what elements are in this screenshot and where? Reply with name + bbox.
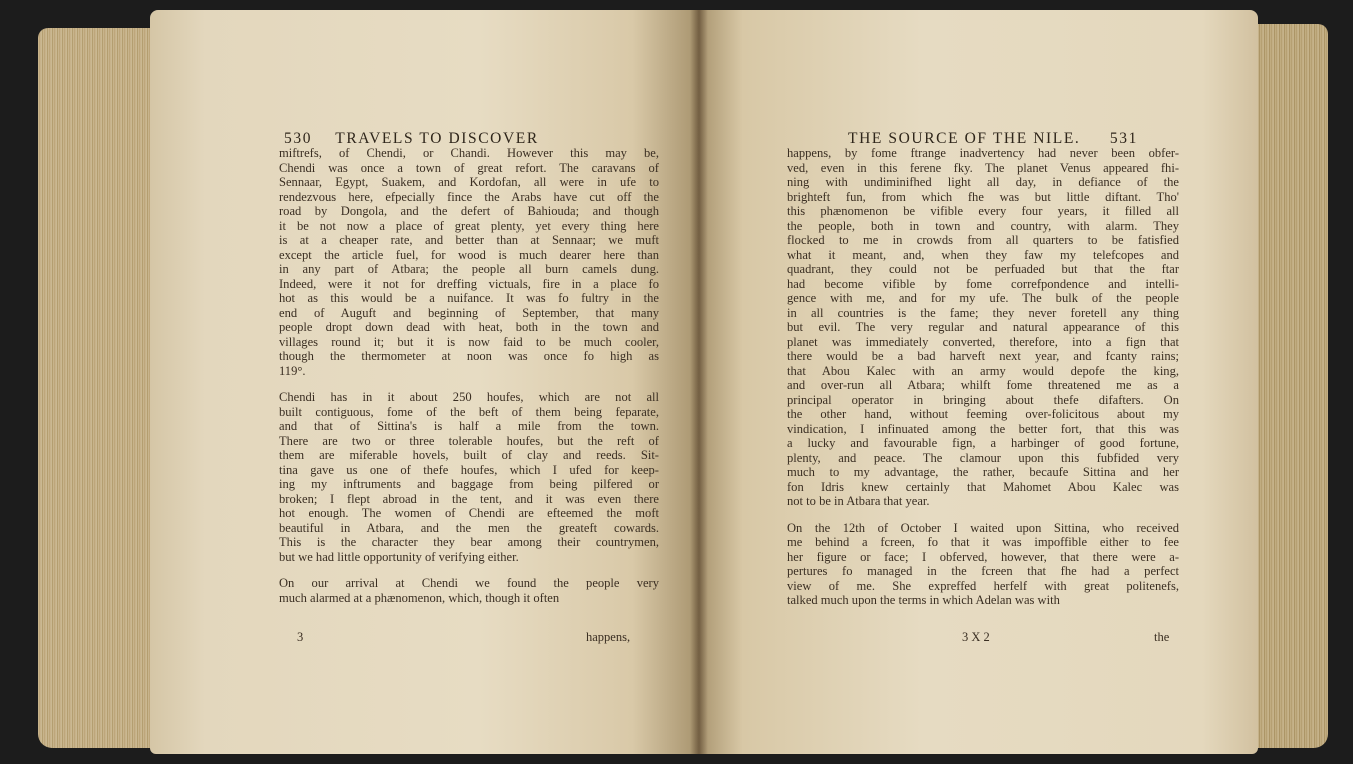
- text-line: hot enough. The women of Chendi are efteemed the moft: [279, 506, 659, 520]
- text-line: happens, by fome ftrange inadvertency had never been obfer-: [787, 146, 1179, 160]
- text-line: plenty, and peace. The clamour upon this fubfided very: [787, 450, 1179, 465]
- right-signature-mark: 3 X 2: [962, 630, 990, 644]
- right-catchword: the: [1154, 630, 1170, 644]
- text-line: vindication, I infinuated among the better fort, that this was: [787, 421, 1179, 436]
- right-running-title: THE SOURCE OF THE NILE.: [848, 130, 1081, 147]
- text-line: There are two or three tolerable houfes, but the reft of: [279, 433, 659, 448]
- right-page: [698, 10, 1258, 754]
- paragraph-gap: [279, 378, 659, 390]
- text-line: Chendi has in it about 250 houfes, which are not all: [279, 390, 659, 404]
- left-page-number: 530: [284, 130, 313, 147]
- text-line: them are miferable hovels, built of clay and reeds. Sit-: [279, 448, 659, 462]
- text-line: but evil. The very regular and natural appearance of this: [787, 320, 1179, 334]
- text-line: miftrefs, of Chendi, or Chandi. However this may be,: [279, 146, 659, 160]
- paragraph-gap: [787, 509, 1179, 521]
- text-line: people dropt down dead with heat, both in the town and: [279, 320, 659, 334]
- text-line: though the thermometer at noon was once fo high as: [279, 349, 659, 363]
- text-line: end of Auguft and beginning of September, that many: [279, 305, 659, 320]
- text-line: ved, even in this ferene fky. The planet Venus appeared fhi-: [787, 160, 1179, 175]
- text-line: brighteft fun, from which fhe was but little diftant. Tho': [787, 189, 1179, 204]
- text-line: flocked to me in crowds from all quarters to be fatisfied: [787, 233, 1179, 247]
- text-line: a lucky and favourable fign, a harbinger of good fortune,: [787, 436, 1179, 450]
- text-line: her figure or face; I obferved, however, that there were a-: [787, 549, 1179, 564]
- text-line: ing my inftruments and baggage from being pilfered or: [279, 477, 659, 491]
- text-line: except the article fuel, for wood is much dearer here than: [279, 247, 659, 262]
- text-line: in any part of Atbara; the people all burn camels dung.: [279, 262, 659, 276]
- text-line: On our arrival at Chendi we found the people very: [279, 576, 659, 590]
- text-line: is at a cheaper rate, and better than at Sennaar; we muft: [279, 233, 659, 247]
- left-signature-mark: 3: [297, 630, 304, 644]
- text-line: road by Dongola, and the defert of Bahiouda; and though: [279, 204, 659, 218]
- text-line: This is the character they bear among their countrymen,: [279, 535, 659, 549]
- text-line: Indeed, were it not for dreffing victuals, fire in a place fo: [279, 276, 659, 291]
- left-running-title: TRAVELS TO DISCOVER: [335, 130, 539, 147]
- text-line: hot as this would be a nuifance. It was fo fultry in the: [279, 291, 659, 305]
- text-line: it be not now a place of great plenty, yet every thing here: [279, 218, 659, 233]
- text-line: planet was immediately converted, therefore, into a fign that: [787, 334, 1179, 349]
- text-line: much alarmed at a phænomenon, which, though it often: [279, 590, 560, 605]
- left-catchword: happens,: [586, 630, 631, 644]
- text-line: 119°.: [279, 363, 306, 378]
- right-page-number: 531: [1109, 130, 1138, 147]
- book-gutter: [690, 10, 708, 754]
- text-line: had become vifible by fome correfpondence and intelli-: [787, 276, 1179, 291]
- text-line: rendezvous here, efpecially fince the Arabs have cut off the: [279, 189, 659, 204]
- left-page: [150, 10, 698, 754]
- text-line: principal operator in bringing about thefe difafters. On: [787, 392, 1179, 407]
- text-line: beautiful in Atbara, and the men the greateft cowards.: [279, 520, 659, 535]
- text-line: me behind a fcreen, fo that it was impoffible either to fee: [787, 535, 1179, 549]
- text-line: pertures fo managed in the fcreen that fhe had a perfect: [787, 564, 1179, 578]
- text-line: and over-run all Atbara; whilft fome threatened me as a: [787, 378, 1179, 392]
- text-line: quadrant, they could not be perfuaded but that the ftar: [787, 262, 1179, 276]
- text-line: talked much upon the terms in which Adelan was with: [787, 593, 1060, 607]
- text-line: much to my advantage, the rather, becaufe Sittina and her: [787, 465, 1179, 479]
- right-body-text: [787, 146, 1179, 608]
- text-line: but we had little opportunity of verifying either.: [279, 549, 519, 564]
- text-line: villages round it; but it is now faid to be much cooler,: [279, 334, 659, 349]
- text-line: view of me. She expreffed herfelf with great politenefs,: [787, 578, 1179, 593]
- text-line: broken; I flept abroad in the tent, and it was even there: [279, 491, 659, 506]
- text-line: the other hand, without feeming over-folicitous about my: [787, 407, 1179, 421]
- text-line: this phænomenon be vifible every four years, it filled all: [787, 204, 1179, 218]
- text-line: built contiguous, fome of the beft of them being feparate,: [279, 404, 659, 419]
- text-line: tina gave us one of thefe houfes, which I ufed for keep-: [279, 462, 659, 477]
- text-line: that Abou Kalec with an army would depofe the king,: [787, 363, 1179, 378]
- left-page-edges: [38, 28, 160, 748]
- text-line: ning with undiminifhed light all day, in defiance of the: [787, 175, 1179, 189]
- left-body-text: [279, 146, 659, 605]
- text-line: Sennaar, Egypt, Suakem, and Kordofan, all were in ufe to: [279, 175, 659, 189]
- text-line: gence with me, and for my ufe. The bulk of the people: [787, 291, 1179, 305]
- text-line: Chendi was once a town of great refort. The caravans of: [279, 160, 659, 175]
- text-line: On the 12th of October I waited upon Sittina, who received: [787, 520, 1179, 535]
- text-line: and that of Sittina's is half a mile from the town.: [279, 419, 659, 433]
- paragraph-gap: [279, 564, 659, 576]
- text-line: there would be a bad harveft next year, and fcanty rains;: [787, 349, 1179, 363]
- text-line: not to be in Atbara that year.: [787, 494, 930, 508]
- text-line: in all countries is the fame; they never foretell any thing: [787, 305, 1179, 320]
- text-line: fon Idris knew certainly that Mahomet Abou Kalec was: [787, 479, 1179, 494]
- text-line: what it meant, and, when they faw my telefcopes and: [787, 247, 1179, 262]
- text-line: the people, both in town and country, with alarm. They: [787, 218, 1179, 233]
